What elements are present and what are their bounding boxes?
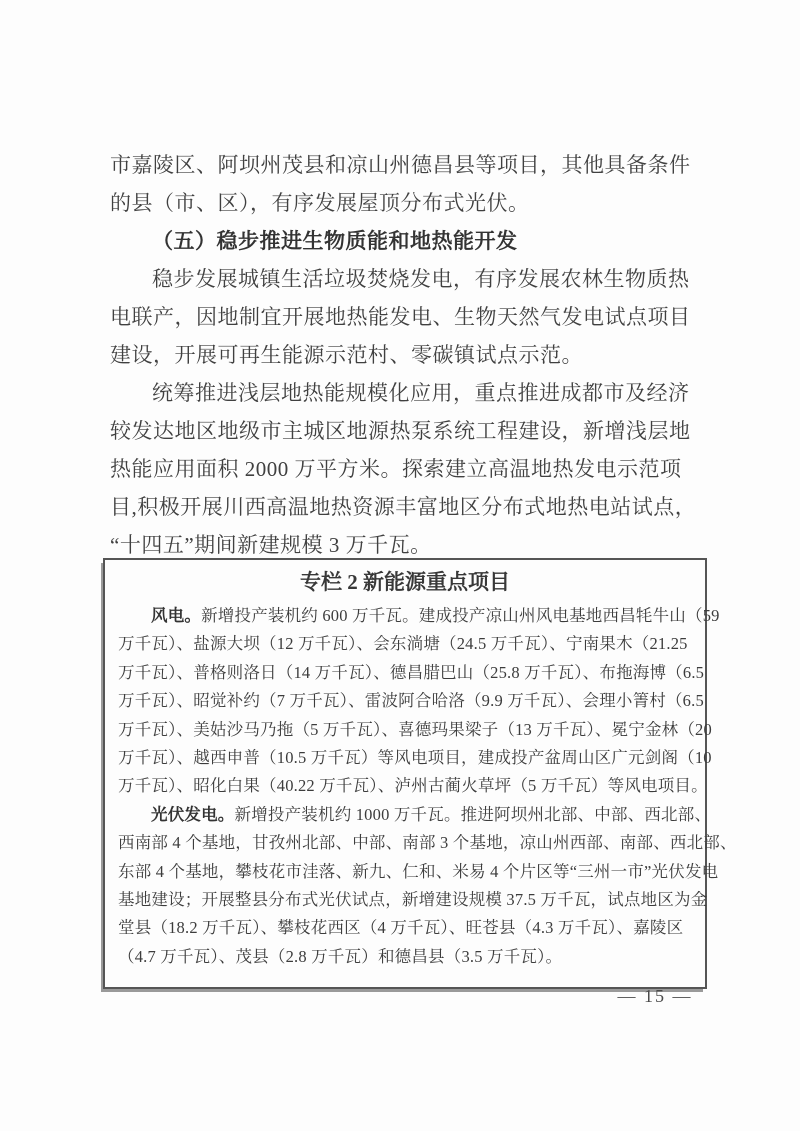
text-line: 西南部 4 个基地，甘孜州北部、中部、南部 3 个基地，凉山州西部、南部、西北部、 [118,833,737,853]
text-line: 热能应用面积 2000 万平方米。探索建立高温地热发电示范项 [110,457,682,481]
text-line: 较发达地区地级市主城区地源热泵系统工程建设，新增浅层地 [110,419,691,443]
text-line: 目,积极开展川西高温地热资源丰富地区分布式地热电站试点， [110,495,697,519]
paragraph-carryover [110,146,700,222]
box-title: 专栏 2 新能源重点项目 [300,570,510,594]
section-heading-five: （五）稳步推进生物质能和地热能开发 [152,229,518,253]
text-span: 新增投产装机约 600 万千瓦。建成投产凉山州风电基地西昌牦牛山（59 [201,606,720,625]
feature-box-column-2 [103,558,737,989]
pv-label: 光伏发电。 [151,804,235,824]
text-line: 万千瓦）、普格则洛日（14 万千瓦）、德昌腊巴山（25.8 万千瓦）、布拖海博（6.5 [118,662,705,682]
text-line: 万千瓦）、昭化白果（40.22 万千瓦）、泸州古蔺火草坪（5 万千瓦）等风电项目。 [118,776,708,796]
text-line: 万千瓦）、美姑沙马乃拖（5 万千瓦）、喜德玛果梁子（13 万千瓦）、冕宁金林（20 [118,719,712,739]
text-line: 万千瓦）、昭觉补约（7 万千瓦）、雷波阿合哈洛（9.9 万千瓦）、会理小箐村（6.5 [118,691,704,711]
text-line: 东部 4 个基地，攀枝花市洼落、新九、仁和、米易 4 个片区等“三州一市”光伏发电 [118,861,719,881]
paragraph-geothermal [110,374,700,564]
text-line: 建设，开展可再生能源示范村、零碳镇试点示范。 [110,343,583,367]
text-line: 统筹推进浅层地热能规模化应用，重点推进成都市及经济 [152,381,690,405]
page-number: — 15 — [617,986,693,1006]
text-line: 的县（市、区），有序发展屋顶分布式光伏。 [110,191,530,215]
text-line: 电联产，因地制宜开展地热能发电、生物天然气发电试点项目 [110,305,691,329]
text-line: 堂县（18.2 万千瓦）、攀枝花西区（4 万千瓦）、旺苍县（4.3 万千瓦）、嘉陵区 [118,918,684,938]
text-line: （4.7 万千瓦）、茂县（2.8 万千瓦）和德昌县（3.5 万千瓦）。 [118,946,563,966]
box-paragraph-wind [118,602,720,801]
body-text [110,146,700,564]
text-span: 新增投产装机约 1000 万千瓦。推进阿坝州北部、中部、西北部、 [234,804,712,824]
text-line [118,801,712,829]
text-line: 市嘉陵区、阿坝州茂县和凉山州德昌县等项目，其他具备条件 [110,153,691,177]
wind-label: 风电。 [151,606,202,625]
box-paragraph-pv [118,801,737,971]
text-line: 稳步发展城镇生活垃圾焚烧发电，有序发展农林生物质热 [152,267,690,291]
text-line: 基地建设；开展整县分布式光伏试点，新增建设规模 37.5 万千瓦，试点地区为金 [118,890,708,910]
text-line [118,602,720,630]
paragraph-biomass [110,260,700,374]
text-line: 万千瓦）、越西申普（10.5 万千瓦）等风电项目，建成投产盆周山区广元剑阁（10 [118,748,712,768]
text-line: 万千瓦）、盐源大坝（12 万千瓦）、会东淌塘（24.5 万千瓦）、宁南果木（21.25 [118,634,688,654]
text-line: “十四五”期间新建规模 3 万千瓦。 [110,533,432,557]
